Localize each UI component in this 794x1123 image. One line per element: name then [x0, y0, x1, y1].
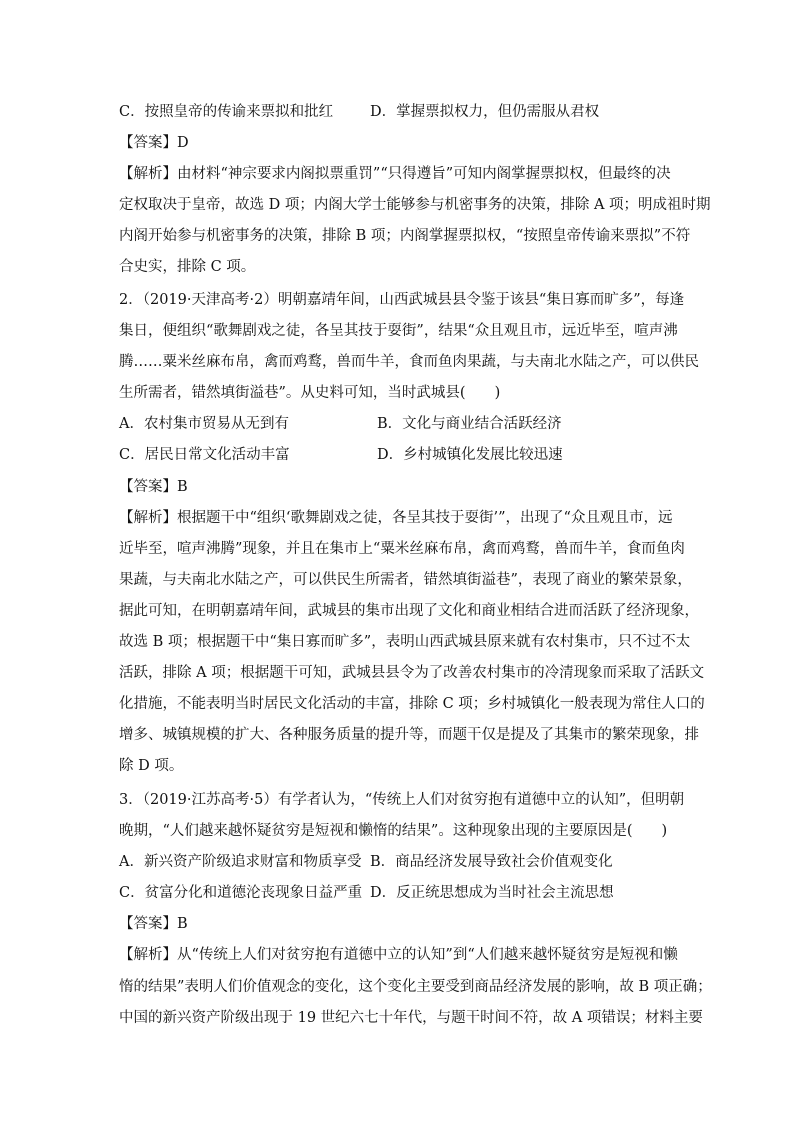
q2-analysis-line-8: 增多、城镇规模的扩大、各种服务质量的提升等，而题干仅是提及了其集市的繁荣现象，排 [119, 727, 699, 743]
q2-analysis-line-1: 【解析】根据题干中“组织‘歌舞剧戏之徒，各呈其技于耍街’”，出现了“众且观且市，远 [119, 510, 673, 526]
q1-analysis-line-3: 内阁开始参与机密事务的决策，排除 B 项；内阁掌握票拟权，“按照皇帝传谕来票拟”不符 [119, 228, 691, 244]
q2-analysis-label: 【解析】 [119, 510, 177, 526]
q2-option-c: C．居民日常文化活动丰富 [119, 447, 290, 463]
q3-analysis-line-2: 惰的结果”表明人们价值观念的变化，这个变化主要受到商品经济发展的影响，故 B 项正确； [119, 979, 712, 995]
q1-options-row [119, 102, 679, 122]
q2-analysis-line-9: 除 D 项。 [119, 758, 184, 774]
q3-option-a: A．新兴资产阶级追求财富和物质享受 [119, 854, 362, 870]
q1-analysis-line-2: 定权取决于皇帝，故选 D 项；内阁大学士能够参与机密事务的决策，排除 A 项；明成祖时期 [119, 197, 711, 213]
q3-options-row-1 [119, 852, 679, 872]
q2-stem-line-3: 腾……粟米丝麻布帛，禽而鸡鹜，兽而牛羊，食而鱼肉果蔬，与夫南北水陆之产，可以供民 [119, 354, 699, 370]
q2-analysis-line-4: 据此可知，在明朝嘉靖年间，武城县的集市出现了文化和商业相结合进而活跃了经济现象， [119, 603, 699, 619]
q3-option-c: C．贫富分化和道德沦丧现象日益严重 [119, 885, 363, 901]
q3-answer: 【答案】B [119, 916, 188, 932]
q1-analysis-label: 【解析】 [119, 166, 177, 182]
q2-analysis-line-2: 近毕至，喧声沸腾”现象，并且在集市上“粟米丝麻布帛，禽而鸡鹜，兽而牛羊，食而鱼肉 [119, 541, 685, 557]
q3-analysis-line-1: 【解析】从“传统上人们对贫穷抱有道德中立的认知”到“人们越来越怀疑贫穷是短视和懒 [119, 947, 678, 963]
q2-option-a: A．农村集市贸易从无到有 [119, 416, 289, 432]
q3-stem-line-2: 晚期，“人们越来越怀疑贫穷是短视和懒惰的结果”。这种现象出现的主要原因是( ) [119, 823, 668, 839]
q2-option-b: B．文化与商业结合活跃经济 [377, 416, 562, 432]
q1-answer: 【答案】D [119, 135, 189, 151]
q2-options-row-2 [119, 445, 679, 465]
q3-options-row-2 [119, 883, 679, 903]
q2-stem-line-1: 2．（2019·天津高考·2）明朝嘉靖年间，山西武城县县令鉴于该县“集日寡而旷多”，每逢 [119, 292, 685, 308]
q1-option-c: C．按照皇帝的传谕来票拟和批红 [119, 104, 334, 120]
q2-stem-line-4: 生所需者，错然填街溢巷”。从史料可知，当时武城县( ) [119, 385, 501, 401]
q2-analysis-line-5: 故选 B 项；根据题干中“集日寡而旷多”，表明山西武城县原来就有农村集市，只不过不太 [119, 634, 691, 650]
q2-option-d: D．乡村城镇化发展比较迅速 [377, 447, 563, 463]
q1-analysis-line-1: 【解析】由材料“神宗要求内阁拟票重罚”“只得遵旨”可知内阁掌握票拟权，但最终的决 [119, 166, 671, 182]
q2-options-row-1 [119, 414, 679, 434]
q3-analysis-line-3: 中国的新兴资产阶级出现于 19 世纪六七十年代，与题干时间不符，故 A 项错误；材料主要 [119, 1010, 703, 1026]
q3-stem-line-1: 3．（2019·江苏高考·5）有学者认为，“传统上人们对贫穷抱有道德中立的认知”，但明朝 [119, 792, 685, 808]
q3-analysis-label: 【解析】 [119, 947, 177, 963]
q1-option-d: D．掌握票拟权力，但仍需服从君权 [370, 104, 600, 120]
q3-option-b: B．商品经济发展导致社会价值观变化 [370, 854, 613, 870]
q2-analysis-line-7: 化措施，不能表明当时居民文化活动的丰富，排除 C 项；乡村城镇化一般表现为常住人口的 [119, 696, 705, 712]
q1-analysis-line-4: 合史实，排除 C 项。 [119, 259, 256, 275]
q2-analysis-line-3: 果蔬，与夫南北水陆之产，可以供民生所需者，错然填街溢巷”，表现了商业的繁荣景象， [119, 572, 692, 588]
q2-answer: 【答案】B [119, 479, 188, 495]
q2-analysis-line-6: 活跃，排除 A 项；根据题干可知，武城县县令为了改善农村集市的冷清现象而采取了活跃文 [119, 665, 705, 681]
q2-stem-line-2: 集日，便组织“歌舞剧戏之徒，各呈其技于耍街”，结果“众且观且市，远近毕至，喧声沸 [119, 323, 678, 339]
q3-option-d: D．反正统思想成为当时社会主流思想 [370, 885, 614, 901]
